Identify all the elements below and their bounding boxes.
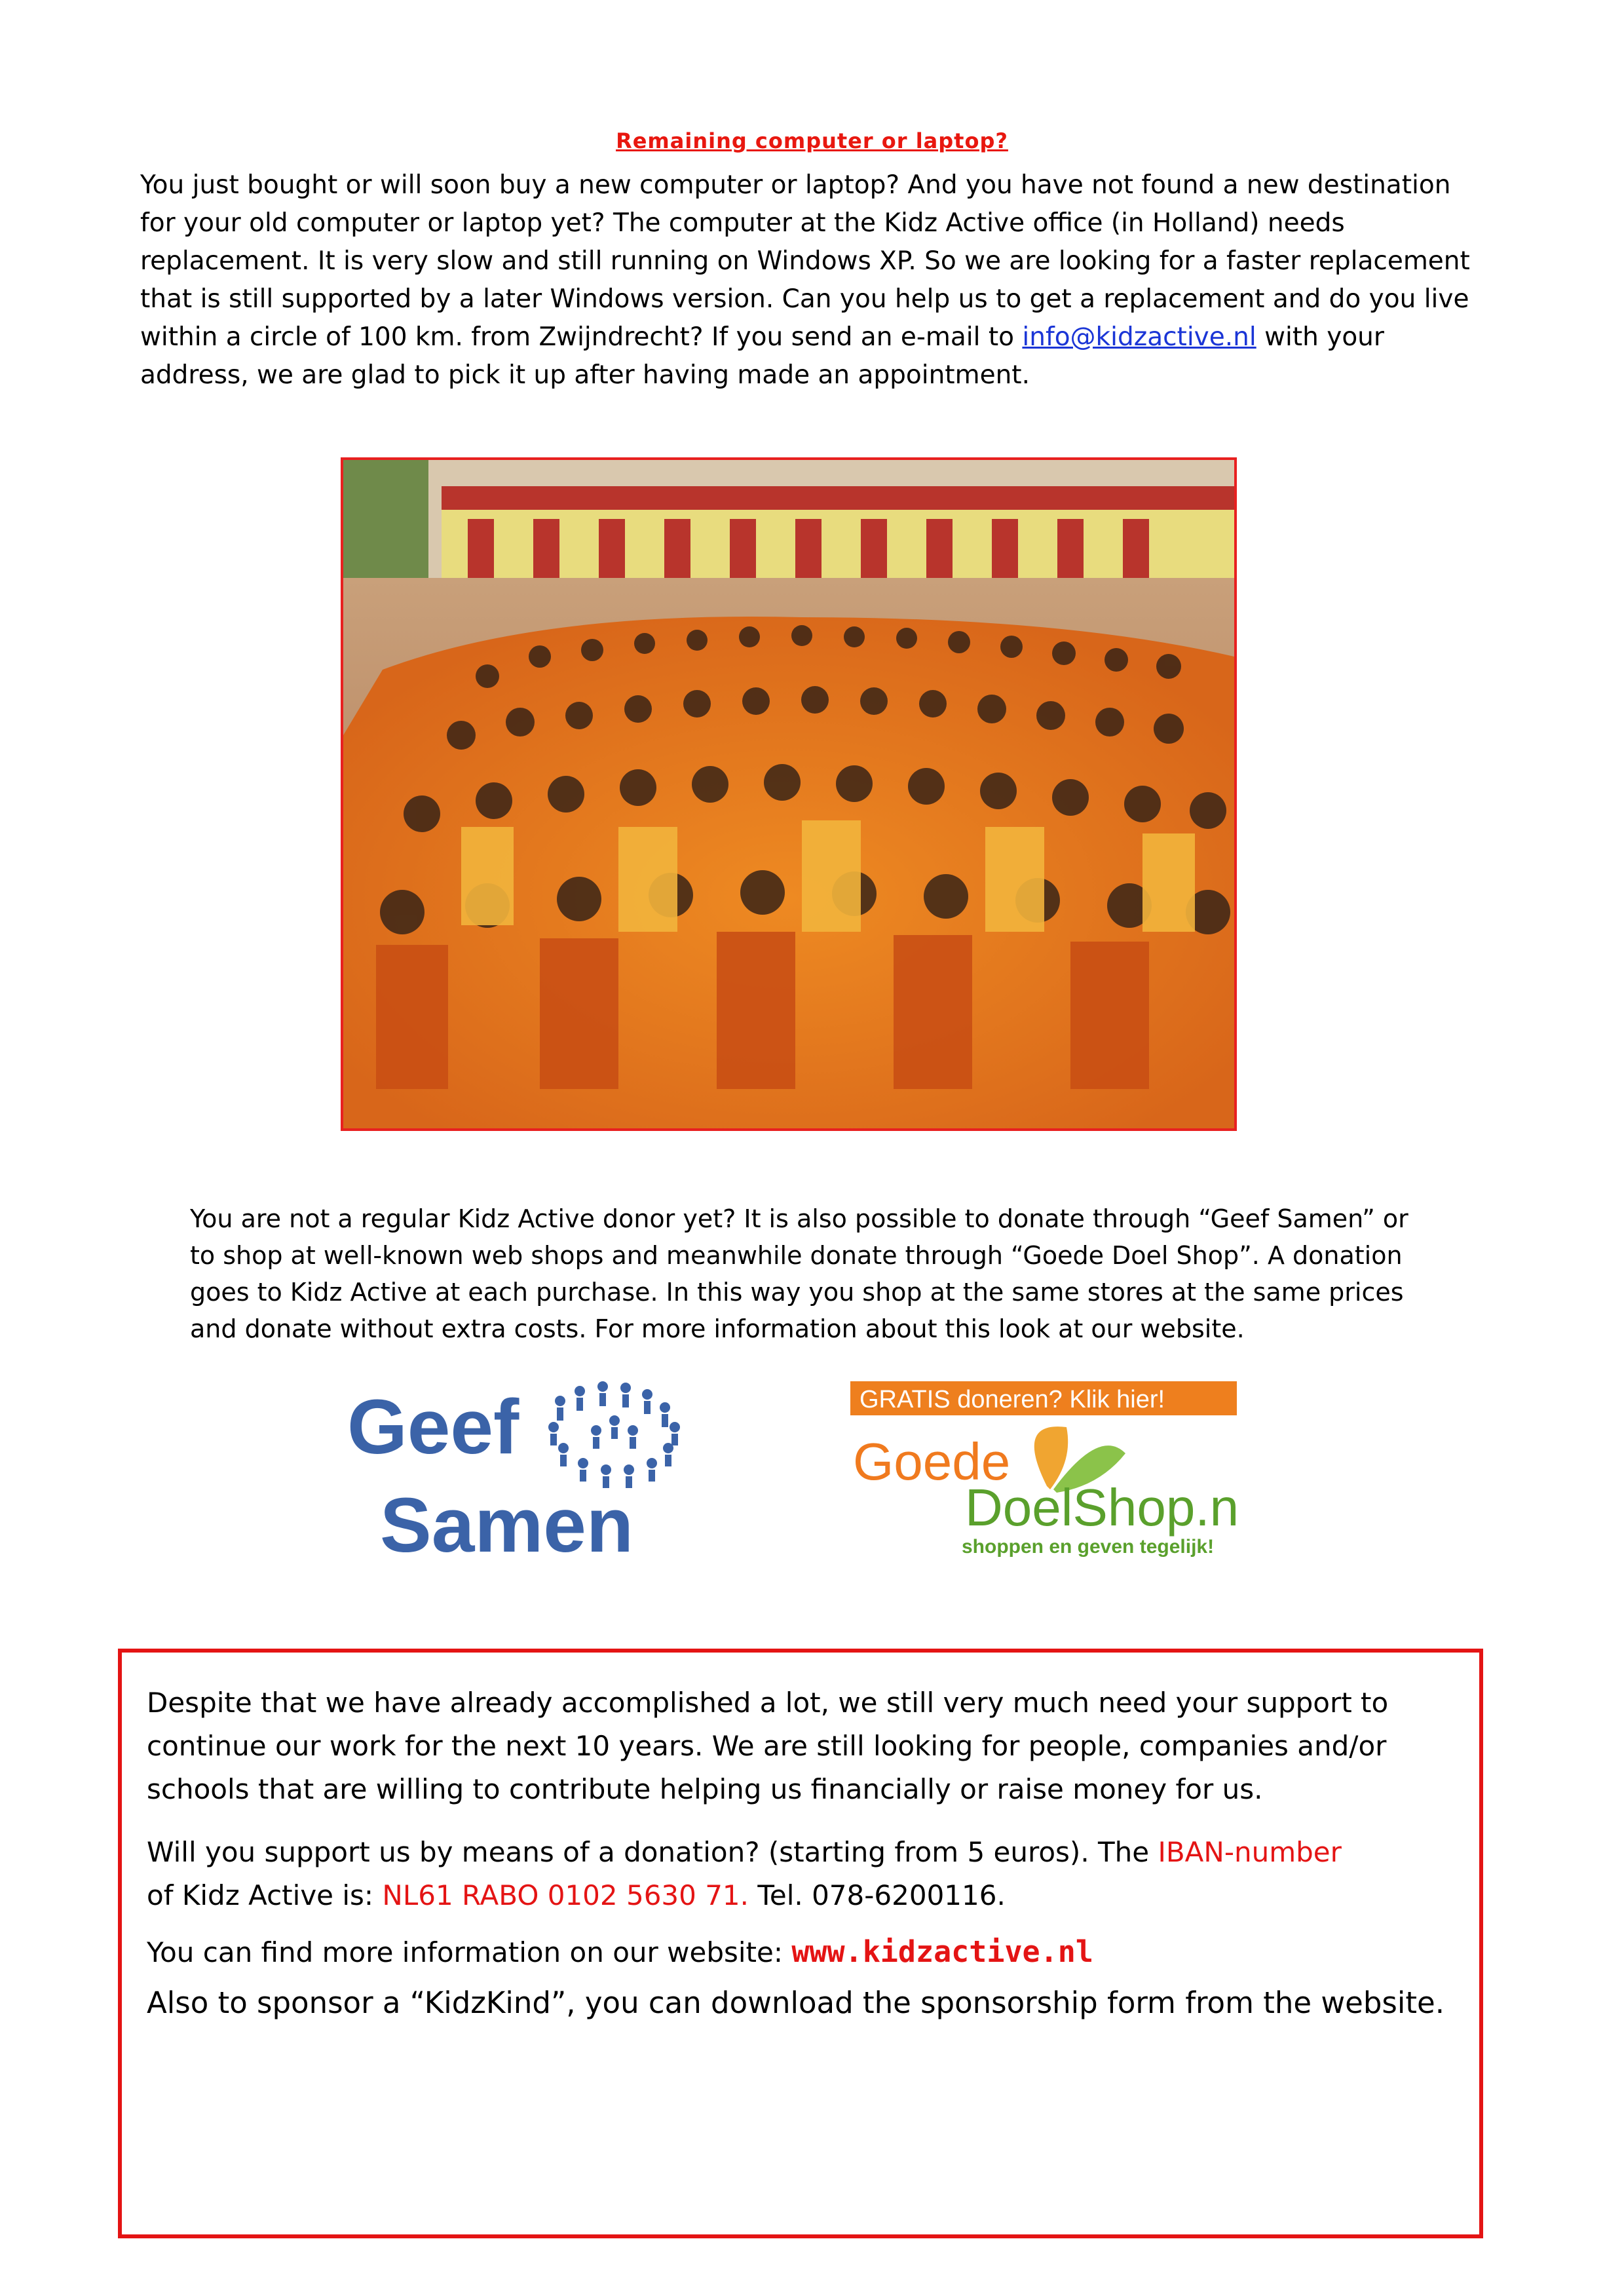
donor-paragraph: [190, 1200, 1500, 1347]
paragraph-line: to shop at well-known web shops and meanwhile donate through “Goede Doel Shop”. A donation: [190, 1241, 1403, 1270]
gratis-banner-text: GRATIS doneren? Klik hier!: [859, 1386, 1165, 1413]
support-box: [118, 1649, 1483, 2238]
line-text: of Kidz Active is:: [147, 1879, 383, 1911]
paragraph-line: Despite that we have already accomplished a lot, we still very much need your support to: [147, 1687, 1389, 1719]
sponsor-line: Also to sponsor a “KidzKind”, you can download the sponsorship form from the website.: [147, 1985, 1445, 2020]
paragraph-line: for your old computer or laptop yet? The computer at the Kidz Active office (in Holland) needs: [140, 208, 1345, 238]
goede-doel-shop-logo[interactable]: [850, 1381, 1237, 1558]
website-link[interactable]: www.kidzactive.nl: [791, 1934, 1093, 1969]
website-line: [147, 1934, 1093, 1969]
support-paragraph: [147, 1681, 1388, 1811]
line-text: within a circle of 100 km. from Zwijndrecht? If you send an e-mail to: [140, 322, 1023, 352]
paragraph-line: [147, 1874, 1342, 1917]
samen-word: Samen: [380, 1482, 633, 1565]
iban-label: IBAN-number: [1158, 1836, 1342, 1868]
geef-word: Geef: [347, 1384, 519, 1470]
paragraph-line: You are not a regular Kidz Active donor yet? It is also possible to donate through “Geef Samen” or: [190, 1204, 1408, 1233]
email-link[interactable]: info@kidzactive.nl: [1022, 322, 1256, 352]
people-circle-icon: [548, 1381, 680, 1488]
doelshop-word: DoelShop.nl: [965, 1478, 1237, 1537]
paragraph-line: You just bought or will soon buy a new computer or laptop? And you have not found a new destination: [140, 170, 1451, 200]
goede-word: Goede: [853, 1432, 1011, 1491]
paragraph-line: replacement. It is very slow and still running on Windows XP. So we are looking for a faster replacement: [140, 246, 1470, 276]
section-title: Remaining computer or laptop?: [616, 128, 1008, 153]
paragraph-line: schools that are willing to contribute helping us financially or raise money for us.: [147, 1773, 1263, 1805]
donation-paragraph: [147, 1831, 1342, 1917]
phone-text: Tel. 078-6200116.: [749, 1879, 1006, 1911]
paragraph-line: address, we are glad to pick it up after having made an appointment.: [140, 360, 1030, 390]
paragraph-line: and donate without extra costs. For more information about this look at our website.: [190, 1314, 1245, 1343]
schoolchildren-photo: [341, 457, 1237, 1131]
line-text: You can find more information on our website:: [147, 1936, 792, 1968]
geef-samen-logo[interactable]: [341, 1375, 708, 1565]
computer-request-paragraph: [140, 166, 1490, 394]
paragraph-line: that is still supported by a later Windows version. Can you help us to get a replacement and do you live: [140, 284, 1469, 314]
line-text: with your: [1256, 322, 1384, 352]
goede-tagline: shoppen en geven tegelijk!: [962, 1536, 1215, 1558]
line-text: Will you support us by means of a donation? (starting from 5 euros). The: [147, 1836, 1158, 1868]
paragraph-line: goes to Kidz Active at each purchase. In this way you shop at the same stores at the same prices: [190, 1278, 1404, 1307]
paragraph-line: continue our work for the next 10 years. We are still looking for people, companies and/or: [147, 1730, 1387, 1762]
paragraph-line: [147, 1831, 1342, 1874]
paragraph-line: [140, 318, 1490, 356]
iban-number: NL61 RABO 0102 5630 71.: [382, 1879, 749, 1911]
